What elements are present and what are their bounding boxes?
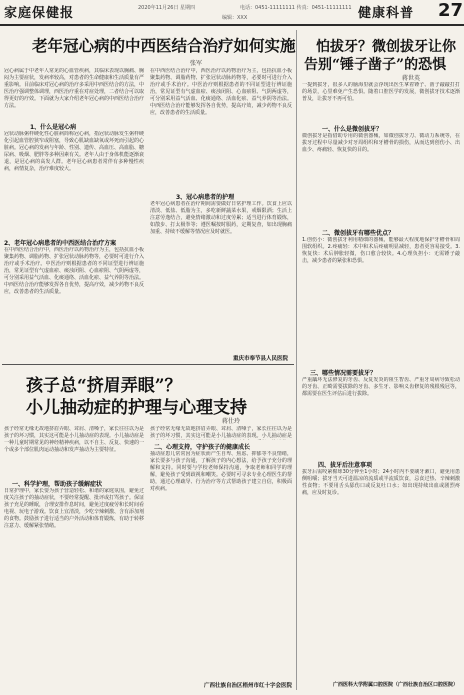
article3-section3-title: 三、哪些情况需要拔牙？ <box>310 370 377 377</box>
article1-author: 张军 <box>190 60 203 67</box>
article1-continued: 在中西医结合治疗中，西医治疗以药物治疗为主，包括抗血小板聚集药物、调脂药物、扩张冠状动脉药物等，必要时可进行介入治疗或手术治疗。中医治疗则根据患者的不同证型进行辨证施治，常见证型有气虚血瘀、痰浊闭阻、心血瘀阻、气阴两虚等，可分别采用益气活血、化痰通络、活血化瘀、益气养阴等治法。中西医结合治疗能够发挥各自优势，提高疗效，减少药物不良反应，改善患者的生活质量。 <box>150 68 292 116</box>
contact-info: 电话：0451-11111111 传真：0451-11111111 <box>240 5 352 11</box>
article3-section2-body: 1.创伤小：微创拔牙利用精细的器械，能够最大程度地保护牙槽骨和周围软组织。2.疼痛轻：术中和术后疼痛明显减轻，患者更容易接受。3.恢复快：术后肿胀轻微，伤口愈合较快。4.心理负担小：无需锤子敲击，减少患者的紧张和恐惧。 <box>302 237 460 264</box>
article3-title-line1: 怕拔牙？微创拔牙让你 <box>316 39 456 55</box>
column-divider <box>296 30 297 690</box>
article2-intro: 孩子经常无缘无故地挤眉弄眼、耸肩、清嗓子，家长往往以为是孩子的坏习惯，其实这可能是小儿抽动症的表现。小儿抽动症是一种儿童时期常见的神经精神疾病，以不自主、反复、快速的一个或多个部位肌肉运动抽动和发声抽动为主要特征。 <box>4 426 144 453</box>
editor-info: 编辑：XXX <box>222 15 248 21</box>
article1-section2-body: 在中西医结合治疗中，西医治疗以药物治疗为主，包括抗血小板聚集药物、调脂药物、扩张冠状动脉药物等，必要时可进行介入治疗或手术治疗。中医治疗则根据患者的不同证型进行辨证施治，常见证型有气虚血瘀、痰浊闭阻、心血瘀阻、气阴两虚等，可分别采用益气活血、化痰通络、活血化瘀、益气养阴等治法。中西医结合治疗能够发挥各自优势，提高疗效，减少药物不良反应，改善患者的生活质量。 <box>4 247 144 295</box>
page-header <box>0 0 464 26</box>
article1-section1-title: 1、什么是冠心病 <box>30 124 77 131</box>
article3-section1-body: 微创拔牙是指借助专用的微创器械，如微创拔牙刀、微动力系统等，在拔牙过程中尽量减少对牙周组织和牙槽骨的损伤，从而达到创伤小、出血少、疼痛轻、恢复快的目的。 <box>302 133 460 153</box>
issue-date: 2020年11月26日 星期四 <box>138 5 196 11</box>
article3-title-line2: 告别“锤子凿子”的恐惧 <box>304 57 447 73</box>
article3-intro: 一提到拔牙，很多人的脑海里就会浮现出医生拿着锤子、凿子敲敲打打的场景，心里难免产生恐惧。随着口腔医学的发展，微创拔牙技术逐渐普及，让拔牙不再可怕。 <box>302 82 460 102</box>
article1-credit: 重庆市奉节县人民医院 <box>232 356 288 362</box>
article1-title: 老年冠心病的中西医结合治疗如何实施 <box>32 36 296 55</box>
page-number: 27 <box>438 0 464 21</box>
article3-credit: 广西医科大学附属口腔医院（广西壮族自治区口腔医院） <box>332 682 458 688</box>
article3-section4-body: 拔牙后需咬紧棉球30分钟至1小时；24小时内不要刷牙漱口，避免用患侧咀嚼；拔牙当天可进温凉的流质或半流质饮食，忌食过热、辛辣刺激性食物；不要用舌头舔伤口或反复吐口水；如出现持续出血或剧烈疼痛，应及时复诊。 <box>302 469 460 496</box>
article2-credit: 广西壮族自治区梧州市红十字会医院 <box>203 683 292 689</box>
article3-section1-title: 一、什么是微创拔牙？ <box>322 126 383 133</box>
article1-section1-body: 冠状动脉粥样硬化性心脏病简称冠心病，指冠状动脉发生粥样硬化引起血管腔狭窄或阻塞，导致心肌缺血缺氧或坏死而引起的心脏病。冠心病的发病与年龄、性别、遗传、高血压、高血脂、糖尿病、吸烟、肥胖等多种因素有关。老年人由于身体机能逐渐衰退，是冠心病的高发人群。老年冠心病患者常伴有多种慢性疾病，病情复杂，治疗难度较大。 <box>4 131 144 172</box>
newspaper-name: 家庭保健报 <box>4 6 75 21</box>
article1-section2-title: 2、老年冠心病患者的中西医结合治疗方案 <box>4 240 117 247</box>
article2-section2-title: 二、心理支持，守护孩子的健康成长 <box>154 444 251 451</box>
article1-section3-title: 3、冠心病患者的护理 <box>176 194 235 201</box>
article3-author: 蒋世英 <box>402 75 421 82</box>
article1-intro: 冠心病属于中老年人常见的心血管疾病，其临床表现以胸痛、胸闷为主要症状，发病率较高，对患者的生命健康和生活质量有严重影响。目前临床对冠心病的治疗多采用中西医结合的方法，中医治疗强调整体调理，西医治疗重在对症处理，二者结合可以取得更好的疗效。下面就为大家介绍老年冠心病的中西医结合治疗方法。 <box>4 68 144 109</box>
article2-section1-title: 一、科学护理，帮助孩子缓解症状 <box>12 481 103 488</box>
section-name: 健康科普 <box>358 6 415 21</box>
article2-title-line1: 孩子总“挤眉弄眼”？ <box>26 376 182 396</box>
article3-section4-title: 四、拔牙后注意事项 <box>318 462 373 469</box>
article2-continued: 孩子经常无缘无故地挤眉弄眼、耸肩、清嗓子，家长往往以为是孩子的坏习惯，其实这可能是小儿抽动症的表现。小儿抽动症是 <box>150 426 292 439</box>
article2-section1-body: 日常护理中，家长要为孩子营造轻松、和谐的家庭氛围，避免过度关注孩子的抽动症状，不要经常提醒、批评或打骂孩子。保证孩子充足的睡眠，合理安排作息时间，避免过度疲劳和长时间看电视、玩电子游戏。饮食上宜清淡，少吃辛辣刺激、含有添加剂的食物。鼓励孩子进行适当的户外活动和体育锻炼，有助于转移注意力、缓解紧张情绪。 <box>4 488 144 529</box>
article2-author: 蒋仕玲 <box>222 418 241 425</box>
article-divider <box>2 364 294 365</box>
article2-title-line2: 小儿抽动症的护理与心理支持 <box>26 398 247 418</box>
article2-section2-body: 抽动症患儿常常因为症状而产生自卑、焦虑、抑郁等不良情绪，家长要多与孩子沟通，了解孩子的内心想法，给予孩子充分的理解和支持。同时要与学校老师保持沟通，争取老师和同学的理解，避免孩子受到歧视和嘲笑。必要时可寻求专业心理医生的帮助，通过心理疏导、行为治疗等方式帮助孩子建立自信，积极面对疾病。 <box>150 451 292 492</box>
article1-section3-body: 老年冠心病患者在治疗期间需要做好日常护理工作。饮食上应以清淡、低盐、低脂为主，多吃新鲜蔬菜水果，戒烟限酒；生活上注意劳逸结合，避免情绪激动和过度劳累；适当进行体育锻炼，如散步、打太极拳等；遵医嘱按时服药，定期复查，如出现胸痛加重、持续不缓解等情况应及时就医。 <box>150 201 292 235</box>
article3-section2-title: 二、微创拔牙有哪些优点？ <box>322 230 395 237</box>
article3-section3-body: 严重龋坏无法修复的牙齿、反复发炎的阻生智齿、严重牙周病导致松动的牙齿、正畸需要拔除的牙齿、多生牙、影响义齿修复的残根残冠等，都需要在医生评估后进行拔除。 <box>302 377 460 397</box>
